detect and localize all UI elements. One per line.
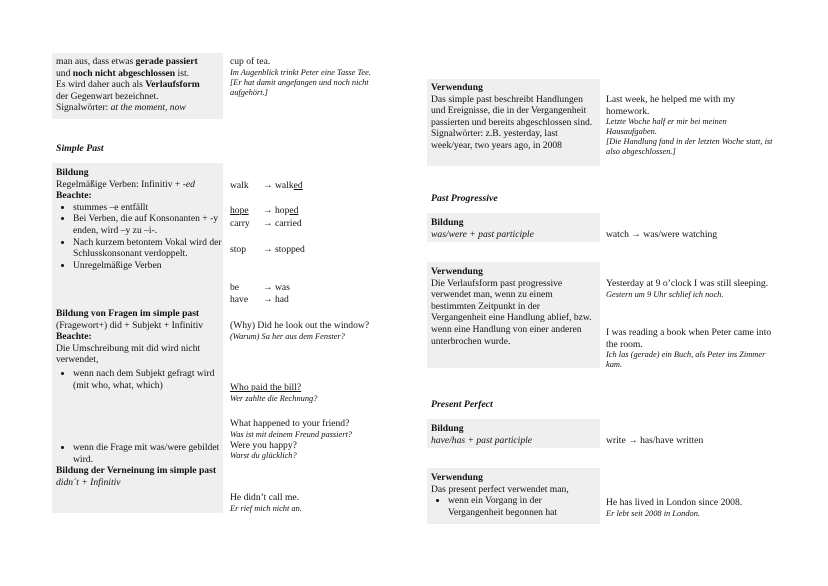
verb-result-carry: → carried (263, 218, 302, 229)
pp-verwendung (431, 266, 597, 347)
fragen-block (56, 308, 223, 391)
prp-verwendung (431, 472, 597, 518)
beachte-list (56, 202, 223, 272)
verwendung-label: Verwendung (431, 472, 483, 483)
verneinung-formula: didn´t + Infinitiv (56, 476, 121, 488)
sp-verwendung (431, 82, 599, 152)
verb-example-carry: carry (230, 218, 250, 229)
pp-example-2: I was reading a book when Peter came into the room. Ich las (gerade) ein Buch, als Peter ins Zimmer kam. (606, 327, 772, 370)
list-item: • stummes –e entfällt (73, 202, 223, 214)
verb-result-stop: → stopped (263, 244, 305, 255)
was-were-block (56, 442, 223, 488)
prp-use-text: Das present perfect verwendet man, (431, 483, 569, 495)
pp-example-1: Yesterday at 9 o’clock I was still sleeping. Gestern um 9 Uhr schlief ich noch. (606, 278, 769, 299)
sp-signal-text: Signalwörter: z.B. yesterday, last week/year, two years ago, in 2008 (431, 128, 562, 151)
fragen-heading: Bildung von Fragen im simple past (56, 308, 200, 319)
list-item: • Bei Verben, die auf Konsonanten + -y enden, wird –y zu –i-. (73, 213, 223, 236)
verb-result-hope: → hoped (263, 205, 299, 216)
bildung-label: Bildung (431, 217, 464, 228)
list-item: • Nach kurzem betontem Vokal wird der Schlusskonsonant verdoppelt. (73, 237, 223, 260)
sp-use-text: Das simple past beschreibt Handlungen und Ereignisse, die in der Vergangenheit passierten und bereits abgeschlossen sind. (431, 93, 593, 128)
bildung-label: Bildung (431, 423, 464, 434)
beachte-label: Beachte: (56, 331, 92, 343)
verb-result-be: → was (263, 282, 290, 293)
verneinung-heading: Bildung der Verneinung im simple past (56, 465, 217, 477)
verb-example-stop: stop (230, 244, 246, 255)
verwendung-label: Verwendung (431, 82, 483, 93)
prp-example: He has lived in London since 2008. Er lebt seit 2008 in London. (606, 497, 743, 518)
prp-formula: have/has + past participle (431, 434, 533, 446)
verb-example-walk: walk (230, 180, 249, 191)
past-progressive-heading: Past Progressive (431, 193, 498, 204)
pp-formula-example: watch → was/were watching (606, 229, 718, 240)
example-why: (Why) Did he look out the window? (Warum) Sa her aus dem Fenster? (230, 320, 370, 341)
prp-bildung (431, 423, 532, 446)
simple-past-bildung: Bildung Regelmäßige Verben: Infinitiv + -ed Beachte: • stummes –e entfällt • Bei Verben, die auf Konsonanten + -y enden, wird –y zu –i-. • Nach kurzem betontem Vokal wird der Schlusskonsonant verdoppelt. • Unregelmäßige Verben (56, 167, 223, 271)
list-item: • Unregelmäßige Verben (73, 260, 223, 272)
list-item: • wenn die Frage mit was/were gebildet wird. (73, 442, 223, 465)
example-what: What happened to your friend? Was ist mit deinem Freund passiert? Were you happy? Warst du glücklich? (230, 418, 352, 461)
simple-past-heading: Simple Past (56, 143, 104, 154)
verwendung-label: Verwendung (431, 266, 483, 277)
list-item: • wenn ein Vorgang in der Vergangenheit begonnen hat (448, 495, 597, 518)
verb-example-hope: hope (230, 205, 249, 216)
present-perfect-heading: Present Perfect (431, 399, 493, 410)
pp-formula: was/were + past participle (431, 228, 534, 240)
intro-example: cup of tea. Im Augenblick trinkt Peter eine Tasse Tee. [Er hat damit angefangen und noch nicht aufgehört.] (230, 56, 371, 97)
verb-result-walk: → walked (263, 180, 303, 191)
umschreibung-text: Die Umschreibung mit did wird nicht verwendet, (56, 342, 201, 366)
pp-bildung (431, 217, 534, 240)
example-didnt: He didn’t call me. Er rief mich nicht an. (230, 492, 302, 513)
intro-text: man aus, dass etwas gerade passiert und noch nicht abgeschlossen ist. Es wird daher auch als Verlaufsform der Gegenwart bezeichnet. Signalwörter: at the moment, now (56, 56, 200, 114)
list-item: • wenn nach dem Subjekt gefragt wird (mit who, what, which) (73, 368, 223, 391)
prp-formula-example: write → has/have written (606, 435, 704, 446)
bildung-label: Bildung (56, 167, 89, 178)
verb-example-have: have (230, 294, 249, 305)
sp-example: Last week, he helped me with my homework. Letzte Woche half er mir bei meinen Hausaufgaben. [Die Handlung fand in der letzten Woche statt, ist also abgeschlossen.] (606, 94, 773, 157)
verb-example-be: be (230, 282, 240, 293)
pp-use-text: Die Verlaufsform past progressive verwendet man, wenn zu einem bestimmten Zeitpunkt in der Vergangenheit eine Handlung ablief, bzw. wenn eine Handlung von einer anderen unterbrochen wurde. (431, 277, 592, 347)
fragen-formula: (Fragewort+) did + Subjekt + Infinitiv (56, 319, 204, 331)
example-who: Who paid the bill? Wer zahlte die Rechnung? (230, 382, 318, 403)
verb-result-have: → had (263, 294, 289, 305)
